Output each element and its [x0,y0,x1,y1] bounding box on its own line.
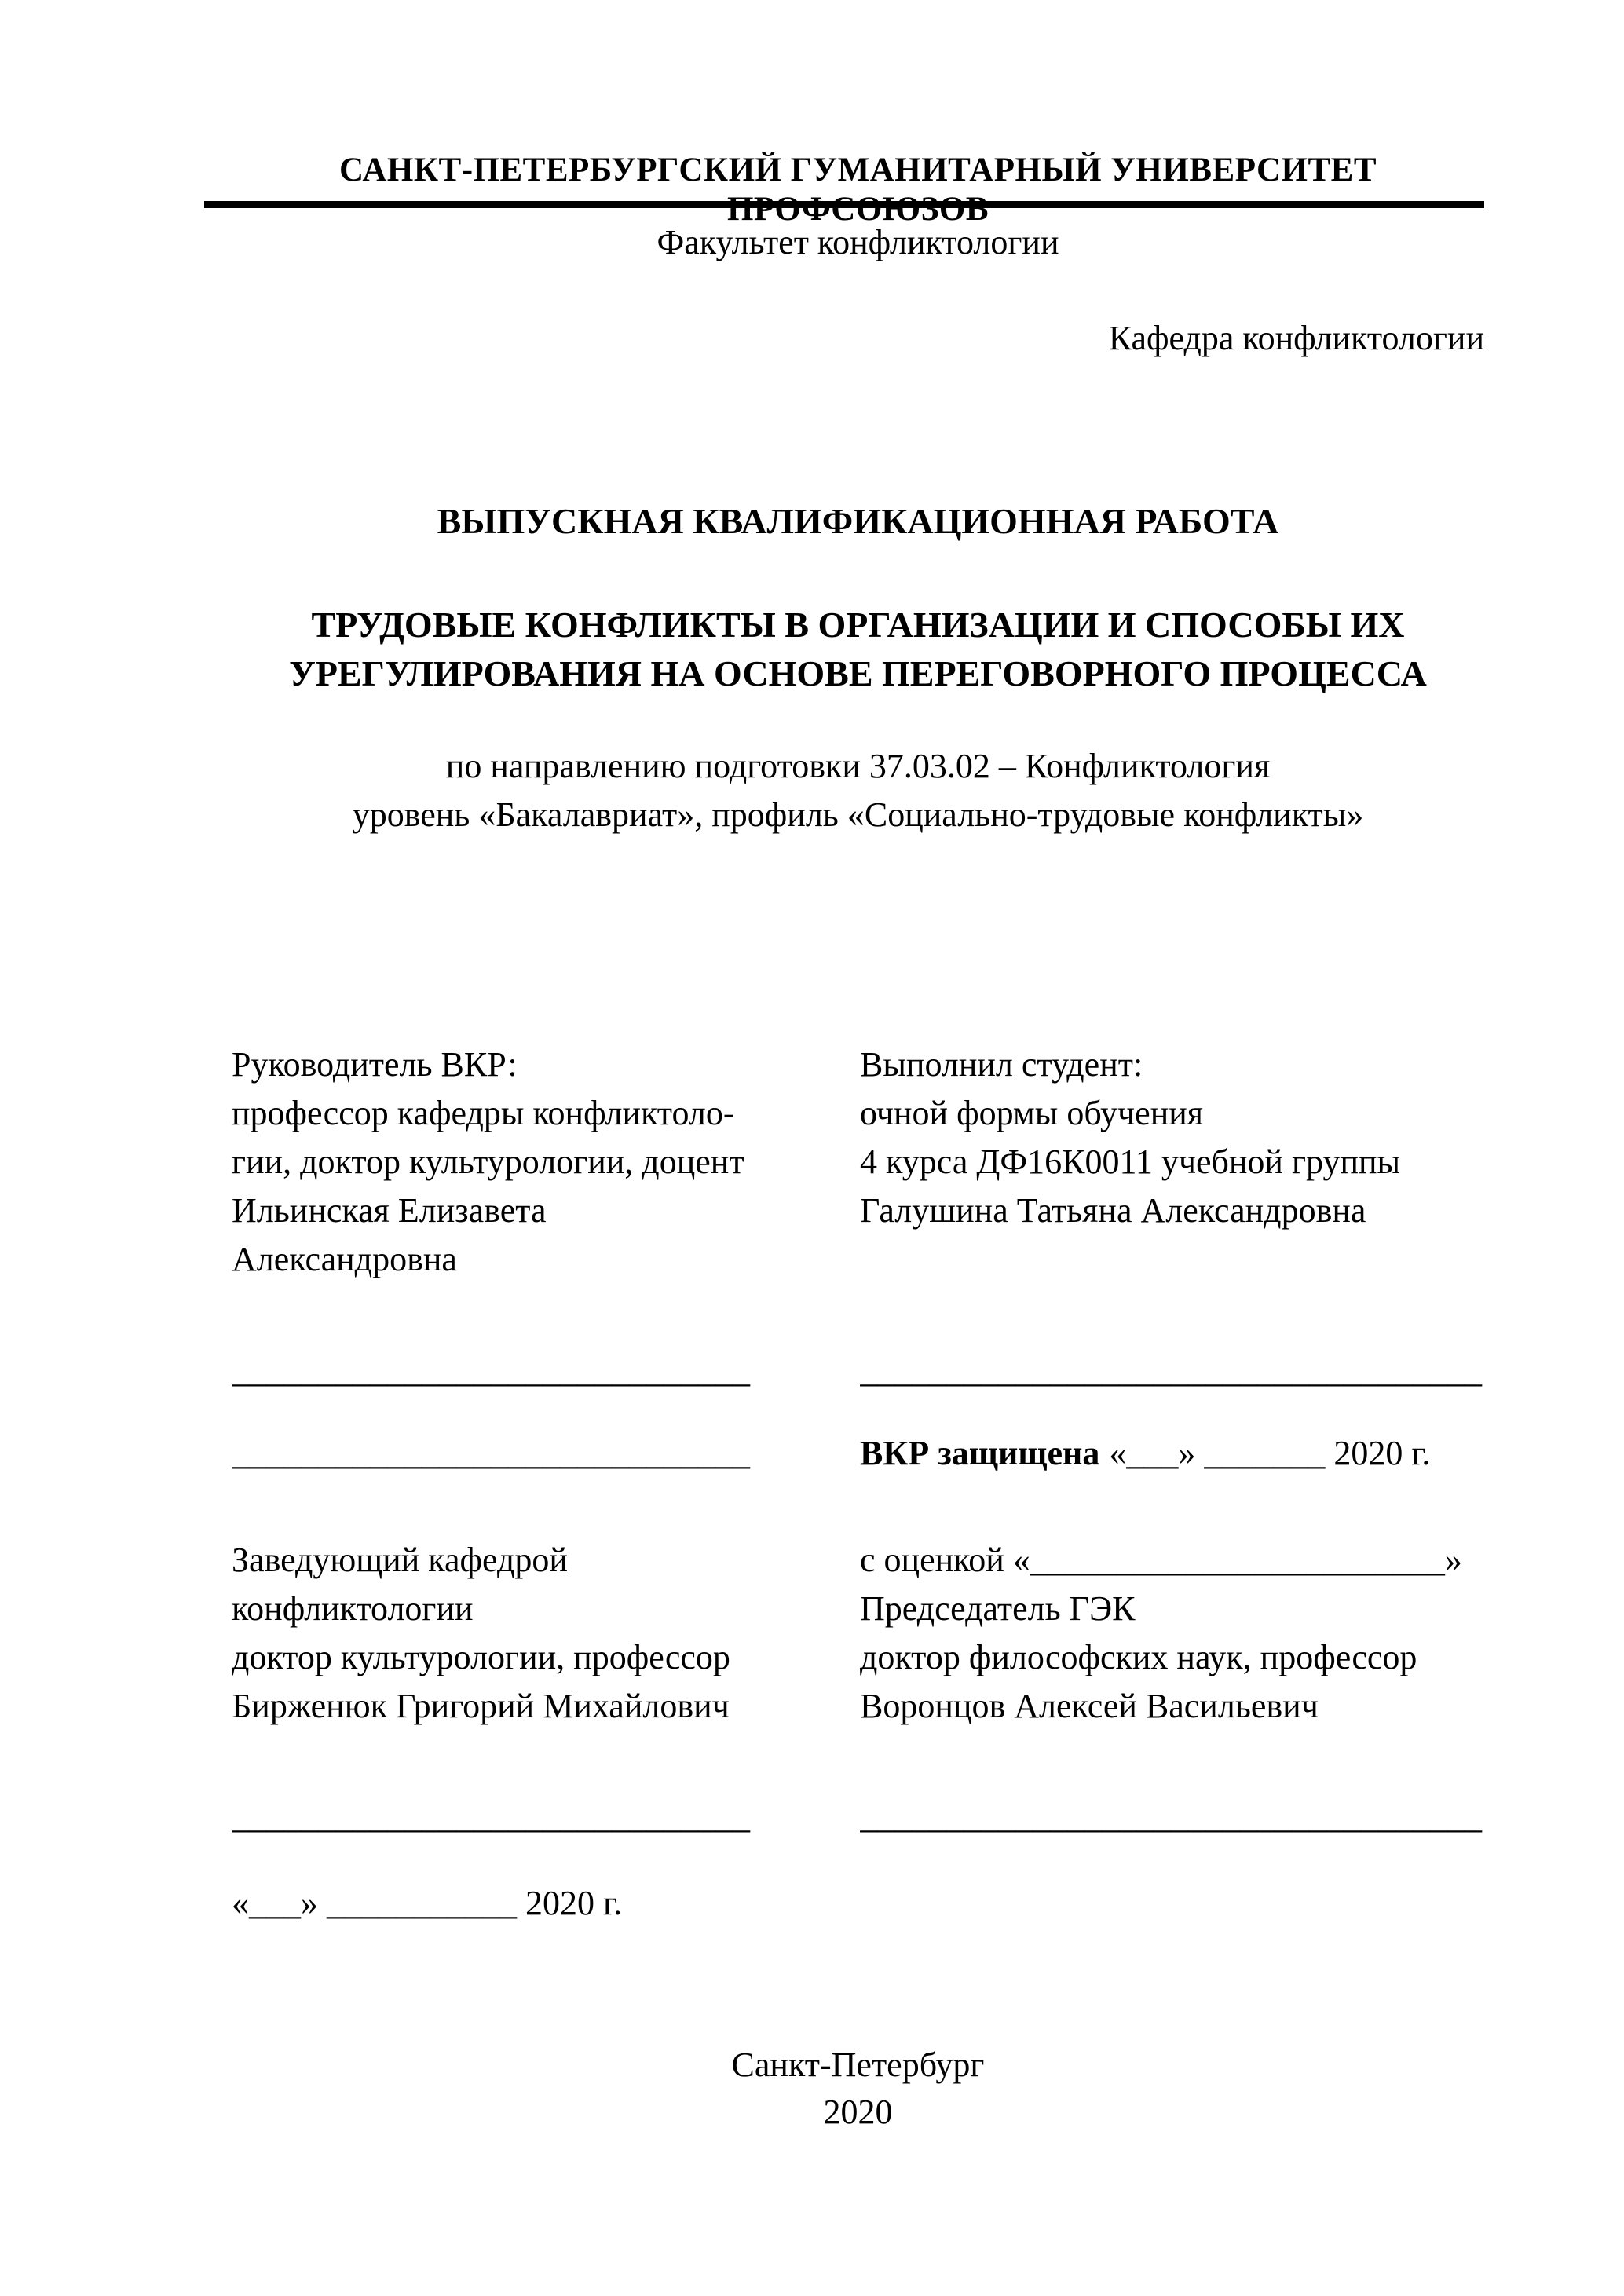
head-line-3: доктор культурологии, профессор [232,1638,730,1676]
supervisor-line-4: Александровна [232,1240,457,1278]
student-line-2: 4 курса ДФ16К0011 учебной группы [860,1143,1401,1181]
supervisor-label: Руководитель ВКР: [232,1045,518,1084]
supervisor-line-3: Ильинская Елизавета [232,1191,547,1230]
faculty-name: Факультет конфликтологии [657,223,1059,261]
supervisor-signature-line: ______________________________ [232,1351,750,1390]
head-line-1: Заведующий кафедрой [232,1541,568,1579]
header-divider [204,201,1484,208]
head-line-4: Бирженюк Григорий Михайлович [232,1687,730,1725]
chair-line-2: доктор философских наук, профессор [860,1638,1417,1676]
chair-line-1: Председатель ГЭК [860,1589,1136,1628]
student-label: Выполнил студент: [860,1045,1143,1084]
student-block [860,1040,1484,1235]
chair-line-3: Воронцов Алексей Васильевич [860,1687,1319,1725]
work-type-heading: ВЫПУСКНАЯ КВАЛИФИКАЦИОННАЯ РАБОТА [437,501,1279,541]
program-info [232,742,1484,839]
head-of-department-block [232,1536,844,1731]
footer-city: Санкт-Петербург [731,2046,985,2084]
chair-signature-line: ____________________________________ [860,1797,1482,1836]
footer [232,2042,1484,2136]
supervisor-line-1: профессор кафедры конфликтоло- [232,1094,735,1132]
head-signature-line: ______________________________ [232,1797,750,1836]
thesis-title-line2: УРЕГУЛИРОВАНИЯ НА ОСНОВЕ ПЕРЕГОВОРНОГО ПРОЦЕССА [289,653,1427,693]
thesis-title-line1: ТРУДОВЫЕ КОНФЛИКТЫ В ОРГАНИЗАЦИИ И СПОСОБЫ ИХ [311,605,1405,645]
defense-label: ВКР защищена [860,1434,1100,1472]
page-content [232,0,1484,2296]
head-date-line: «___» ___________ 2020 г. [232,1884,623,1922]
gek-chair-block [860,1536,1484,1731]
program-direction: по направлению подготовки 37.03.02 – Конфликтология [445,747,1271,785]
supervisor-block [232,1040,844,1284]
university-name: САНКТ-ПЕТЕРБУРГСКИЙ ГУМАНИТАРНЫЙ УНИВЕРСИТЕТ ПРОФСОЮЗОВ [338,152,1377,228]
defense-line [860,1429,1484,1478]
footer-year: 2020 [823,2093,893,2131]
left-signature-line-2: ______________________________ [232,1434,750,1472]
thesis-title [232,601,1484,698]
program-level-profile: уровень «Бакалавриат», профиль «Социально-трудовые конфликты» [352,795,1364,834]
defense-date-blank: «___» _______ 2020 г. [1109,1434,1431,1472]
head-line-2: конфликтологии [232,1589,474,1628]
supervisor-line-2: гии, доктор культурологии, доцент [232,1143,744,1181]
student-signature-line: ____________________________________ [860,1351,1482,1390]
student-line-3: Галушина Татьяна Александровна [860,1191,1366,1230]
student-line-1: очной формы обучения [860,1094,1204,1132]
department-name: Кафедра конфликтологии [1108,319,1484,357]
grade-blank-line: с оценкой «________________________» [860,1541,1462,1579]
